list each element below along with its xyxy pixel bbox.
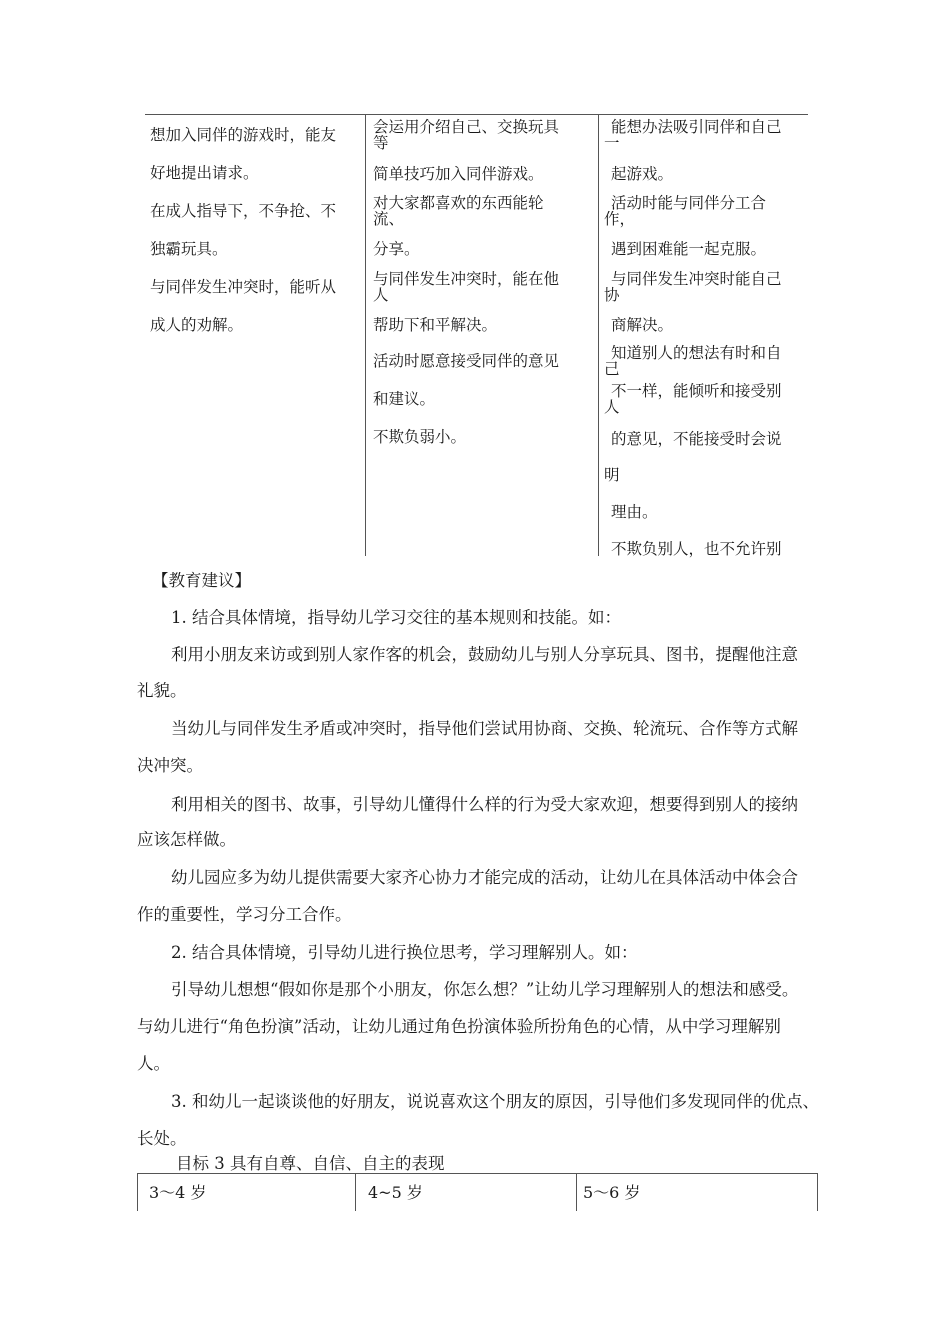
age-header-5-6: 5～6 岁	[583, 1183, 641, 1202]
table1-col1-line: 好地提出请求。	[150, 164, 259, 182]
table1-col3-line: 能想办法吸引同伴和自己	[611, 118, 782, 136]
table1-col3-line: 知道别人的想法有时和自	[611, 344, 782, 362]
table1-col3-line: 己	[604, 360, 620, 378]
suggestion-paragraph: 长处。	[137, 1129, 187, 1148]
suggestion-paragraph: 作的重要性，学习分工合作。	[137, 905, 352, 924]
table1-col-divider-1	[365, 114, 366, 556]
table1-col3-line: 理由。	[611, 503, 658, 521]
table1-col2-line: 和建议。	[373, 390, 436, 408]
table1-top-border	[145, 114, 808, 115]
table1-col3-line: 作，	[604, 210, 636, 228]
table1-col3-line: 起游戏。	[611, 165, 674, 183]
suggestion-paragraph: 应该怎样做。	[137, 830, 236, 849]
table1-col3-line: 协	[604, 286, 620, 304]
table1-col2-line: 流、	[373, 210, 405, 228]
table1-col1-line: 在成人指导下，不争抢、不	[150, 202, 337, 220]
suggestion-paragraph: 与幼儿进行“角色扮演”活动，让幼儿通过角色扮演体验所扮角色的心情，从中学习理解别	[137, 1017, 781, 1036]
suggestion-paragraph: 礼貌。	[137, 681, 187, 700]
suggestion-paragraph: 当幼儿与同伴发生矛盾或冲突时，指导他们尝试用协商、交换、轮流玩、合作等方式解	[171, 719, 798, 738]
table1-col2-line: 不欺负弱小。	[373, 428, 467, 446]
table1-col3-line: 活动时能与同伴分工合	[611, 194, 767, 212]
table1-col2-line: 简单技巧加入同伴游戏。	[373, 165, 544, 183]
table1-col2-line: 会运用介绍自己、交换玩具	[373, 118, 560, 136]
age-header-3-4: 3～4 岁	[149, 1183, 207, 1202]
table1-col3-line: 的意见，不能接受时会说	[611, 430, 782, 448]
table1-col3-line: 明	[604, 466, 620, 484]
table1-col2-line: 等	[373, 134, 389, 152]
table1-col2-line: 分享。	[373, 240, 420, 258]
section-heading: 【教育建议】	[152, 571, 251, 590]
table1-col-divider-2	[598, 114, 599, 556]
table1-col1-line: 想加入同伴的游戏时，能友	[150, 126, 337, 144]
table1-col3-line: 遇到困难能一起克服。	[611, 240, 767, 258]
table1-col3-line: 一	[604, 134, 620, 152]
table1-col2-line: 帮助下和平解决。	[373, 316, 498, 334]
suggestion-paragraph: 人。	[137, 1054, 170, 1073]
table1-col2-line: 活动时愿意接受同伴的意见	[373, 352, 560, 370]
table2-left-border	[137, 1173, 138, 1211]
suggestion-paragraph: 利用小朋友来访或到别人家作客的机会，鼓励幼儿与别人分享玩具、图书，提醒他注意	[171, 645, 798, 664]
table1-col3-line: 与同伴发生冲突时能自己	[611, 270, 782, 288]
table1-col1-line: 独霸玩具。	[150, 240, 228, 258]
suggestion-paragraph: 幼儿园应多为幼儿提供需要大家齐心协力才能完成的活动，让幼儿在具体活动中体会合	[171, 868, 798, 887]
table1-col3-line: 人	[604, 398, 620, 416]
table1-col3-line: 不一样，能倾听和接受别	[611, 382, 782, 400]
table1-col1-line: 与同伴发生冲突时，能听从	[150, 278, 337, 296]
suggestion-paragraph: 1. 结合具体情境，指导幼儿学习交往的基本规则和技能。如：	[171, 608, 621, 627]
suggestion-paragraph: 决冲突。	[137, 756, 203, 775]
age-header-4-5: 4~5 岁	[368, 1183, 423, 1202]
table2-col-divider-2	[576, 1173, 577, 1211]
suggestion-paragraph: 引导幼儿想想“假如你是那个小朋友，你怎么想？”让幼儿学习理解别人的想法和感受。	[171, 980, 799, 999]
table2-right-border	[817, 1173, 818, 1211]
suggestion-paragraph: 利用相关的图书、故事，引导幼儿懂得什么样的行为受大家欢迎，想要得到别人的接纳	[171, 795, 798, 814]
table1-col2-line: 人	[373, 286, 389, 304]
table1-col2-line: 对大家都喜欢的东西能轮	[373, 194, 544, 212]
table2-col-divider-1	[355, 1173, 356, 1211]
table1-col3-line: 商解决。	[611, 316, 674, 334]
table2-top-border	[137, 1173, 818, 1174]
goal3-title: 目标 3 具有自尊、自信、自主的表现	[176, 1154, 445, 1173]
table1-col1-line: 成人的劝解。	[150, 316, 244, 334]
table1-col3-line: 不欺负别人，也不允许别	[611, 540, 782, 558]
suggestion-paragraph: 3. 和幼儿一起谈谈他的好朋友，说说喜欢这个朋友的原因，引导他们多发现同伴的优点、	[171, 1092, 819, 1111]
suggestion-paragraph: 2. 结合具体情境，引导幼儿进行换位思考，学习理解别人。如：	[171, 943, 638, 962]
table1-col2-line: 与同伴发生冲突时，能在他	[373, 270, 560, 288]
